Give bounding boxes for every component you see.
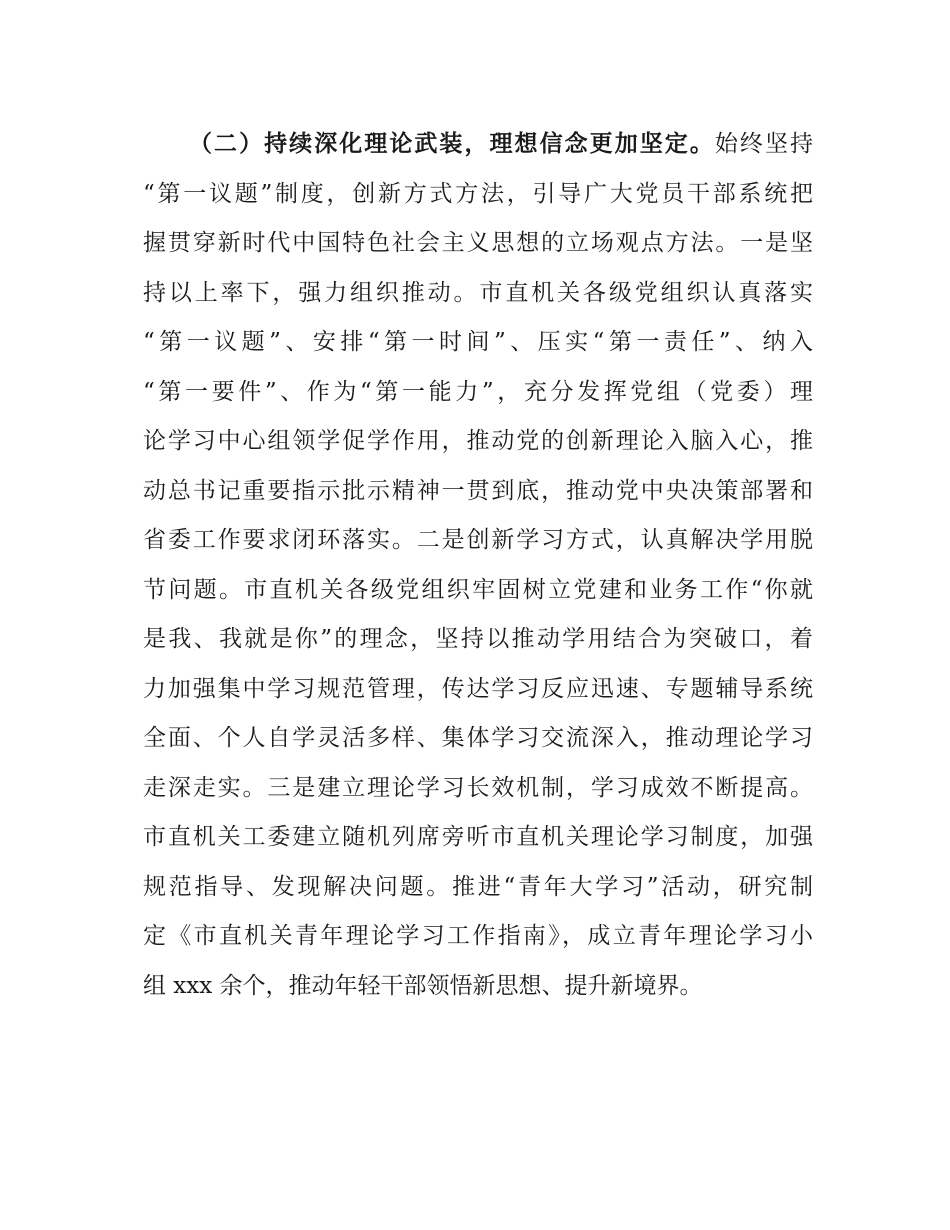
heading-continuation: 始终坚持: [714, 131, 814, 157]
section-heading: （二）持续深化理论武装，理想信念更加坚定。: [189, 131, 715, 157]
paragraph-line: 全面、个人自学灵活多样、集体学习交流深入，推动理论学习: [143, 725, 813, 751]
paragraph-line: 力加强集中学习规范管理，传达学习反应迅速、专题辅导系统: [143, 675, 813, 702]
paragraph-line: 论学习中心组领学促学作用，推动党的创新理论入脑入心，推: [143, 428, 813, 454]
paragraph-line: “第一要件”、作为“第一能力”，充分发挥党组（党委）理: [143, 378, 813, 405]
paragraph-line: 节问题。市直机关各级党组织牢固树立党建和业务工作“你就: [143, 576, 813, 603]
paragraph-last-line: 组 xxx 余个，推动年轻干部领悟新思想、提升新境界。: [143, 972, 703, 999]
paragraph-line: “第一议题”、安排“第一时间”、压实“第一责任”、纳入: [143, 329, 813, 355]
body-paragraph: [143, 120, 813, 1011]
paragraph-line: 规范指导、发现解决问题。推进“青年大学习”活动，研究制: [143, 873, 813, 900]
paragraph-line: “第一议题”制度，创新方式方法，引导广大党员干部系统把: [143, 180, 813, 207]
paragraph-line-1: [143, 120, 813, 170]
paragraph-line: 定《市直机关青年理论学习工作指南》，成立青年理论学习小: [143, 923, 813, 949]
paragraph-line: 握贯穿新时代中国特色社会主义思想的立场观点方法。一是坚: [143, 230, 813, 256]
paragraph-line: 市直机关工委建立随机列席旁听市直机关理论学习制度，加强: [143, 824, 813, 850]
paragraph-line: 省委工作要求闭环落实。二是创新学习方式，认真解决学用脱: [143, 527, 813, 553]
paragraph-line: 持以上率下，强力组织推动。市直机关各级党组织认真落实: [143, 279, 813, 306]
paragraph-line: 是我、我就是你”的理念，坚持以推动学用结合为突破口，着: [143, 626, 813, 652]
paragraph-line: 走深走实。三是建立理论学习长效机制，学习成效不断提高。: [143, 774, 813, 801]
paragraph-line: 动总书记重要指示批示精神一贯到底，推动党中央决策部署和: [143, 477, 813, 504]
